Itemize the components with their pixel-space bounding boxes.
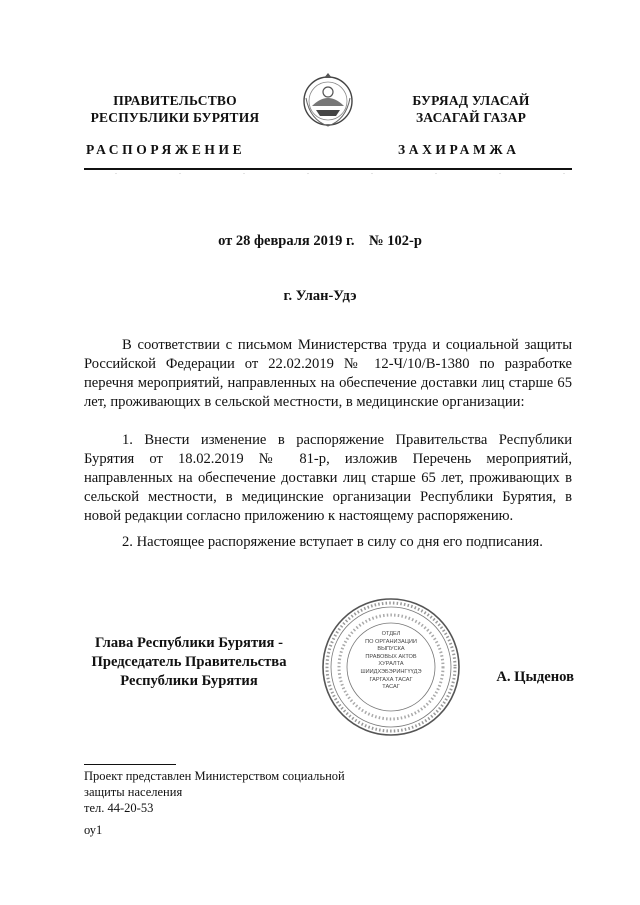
header-rule [84,168,572,170]
seal-line: ПО ОРГАНИЗАЦИИ [365,638,417,645]
footer-code: оу1 [84,823,103,837]
seal-line: ГАРГАХА ТАСАГ [369,676,413,683]
city: г. Улан-Удэ [283,288,357,304]
footer-line1: Проект представлен Министерством социальной [84,769,345,783]
footer-note [84,768,404,816]
signatory-position-line2: Председатель Правительства [91,654,287,670]
signatory-position [84,634,294,691]
paragraph-preamble: В соответствии с письмом Министерства труда и социальной защиты Российской Федерации от 22.02.2019 № 12-Ч/10/В-1380 по разработке перечня мероприятий, направленных на обеспечение доставки лиц старше 65 лет, проживающих в сельской местности, в медицинские организации: [84,337,572,410]
seal-line: ПРАВОВЫХ АКТОВ [365,653,417,660]
header-dotted-line [84,173,572,174]
footer-rule [84,764,176,765]
date-number: от 28 февраля 2019 г. № 102-р [218,233,422,249]
paragraph-item-1: 1. Внести изменение в распоряжение Правительства Республики Бурятия от 18.02.2019 № 81-р, изложив Перечень мероприятий, направленных на обеспечение доставки лиц старше 65 лет, проживающих в сельской местности, в медицинские организации Республики Бурятия, в новой редакции согласно приложению к настоящему распоряжению. [84,432,572,524]
seal-line: ТАСАГ [382,684,400,691]
government-name-ru-line1: ПРАВИТЕЛЬСТВО [113,93,237,108]
coat-of-arms-icon [300,70,356,132]
government-name-ru-line2: РЕСПУБЛИКИ БУРЯТИЯ [90,110,260,125]
signatory-name: А. Цыденов [496,669,574,685]
footer-line2: защиты населения [84,785,183,799]
seal-line: ОТДЕЛ [381,631,401,637]
official-seal-stamp [320,596,462,738]
footer-line3: тел. 44-20-53 [84,801,154,815]
government-name-ru [84,92,266,126]
seal-line: ШИИДХЭБЭРИНГҮҮДЭ [360,668,422,675]
paragraph-item-2: 2. Настоящее распоряжение вступает в силу со дня его подписания. [122,534,543,550]
signatory-position-line3: Республики Бурятия [120,673,258,689]
signatory-position-line1: Глава Республики Бурятия - [95,635,283,651]
seal-center-text [351,631,431,692]
seal-line: ХУРАЛТА [378,661,404,668]
coat-of-arms-emblem [300,70,356,132]
government-name-bua-line2: ЗАСАГАЙ ГАЗАР [415,110,527,125]
doc-type-bua: ЗАХИРАМЖА [398,142,520,157]
seal-line: ВЫПУСКА [377,646,405,653]
government-name-bua-line1: БУРЯАД УЛАСАЙ [412,93,530,108]
government-name-bua [380,92,562,126]
doc-type-ru: РАСПОРЯЖЕНИЕ [86,142,246,157]
